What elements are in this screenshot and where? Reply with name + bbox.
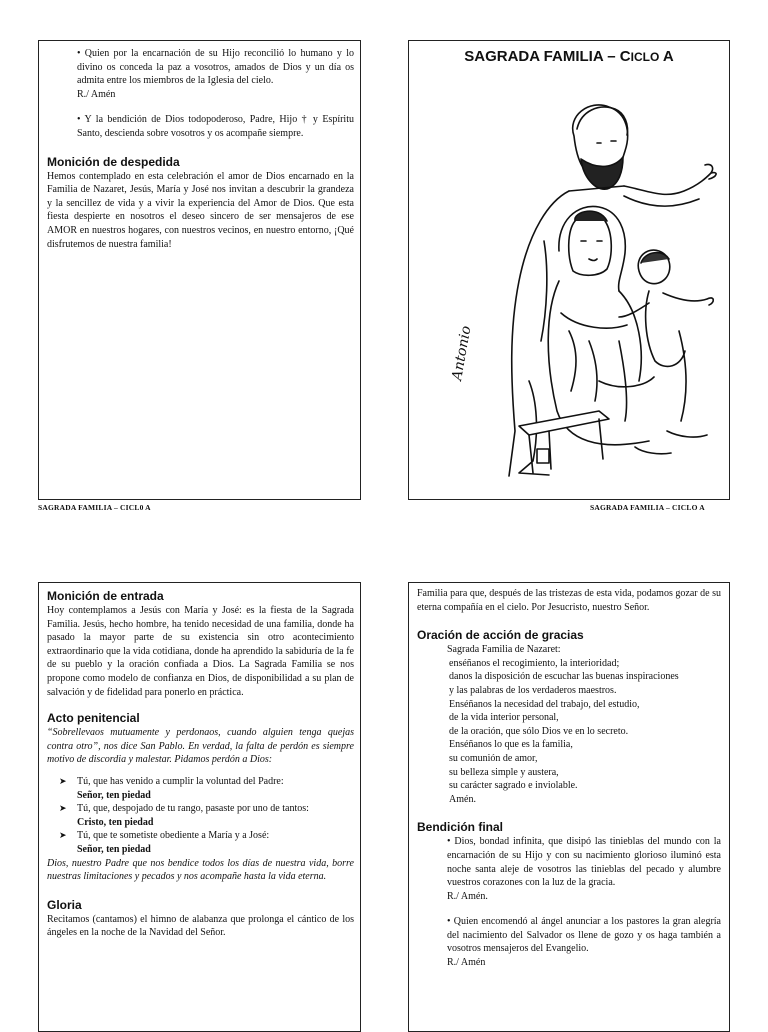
oracion-line: danos la disposición de escuchar las buenas inspiraciones xyxy=(449,671,679,683)
bendicion-response-2: R./ Amén xyxy=(447,957,486,969)
heading-monicion-despedida: Monición de despedida xyxy=(47,154,180,169)
oracion-line: su comunión de amor, xyxy=(449,752,538,764)
oracion-line: de la oración, que sólo Dios ve en lo secreto. xyxy=(449,725,629,737)
list-item xyxy=(47,829,354,843)
response-text: Señor, ten piedad xyxy=(77,789,151,801)
penitential-list xyxy=(47,775,354,857)
bendicion-paragraph-2: • Quien encomendó al ángel anunciar a los pastores la gran alegría del nacimiento del Salvador os llene de gozo y os haga también a vosotros mensajeros del Evangelio. xyxy=(447,916,721,955)
heading-oracion-gracias: Oración de acción de gracias xyxy=(417,628,584,643)
oracion-line: y las palabras de los verdaderos maestros. xyxy=(449,684,617,696)
oracion-line: enséñanos el recogimiento, la interioridad; xyxy=(449,657,620,669)
bendicion-paragraph-1: • Dios, bondad infinita, que disipó las tinieblas del mundo con la encarnación de su Hijo y con su nacimiento glorioso iluminó esta noche santa aleje de vosotros las tinieblas del pecado y alumbre vuestros corazones con la luz de la gracia. xyxy=(447,836,721,889)
arrow-icon: ➤ xyxy=(59,803,67,814)
oracion-gracias-lines xyxy=(417,643,721,806)
response-text: Cristo, ten piedad xyxy=(77,816,154,828)
title-main: SAGRADA FAMILIA – C xyxy=(464,48,631,65)
monicion-despedida-text: Hemos contemplado en esta celebración el amor de Dios encarnado en la Familia de Nazaret, Jesús, María y José nos invitan a descubrir la grandeza y la sencillez de vida y a vivir la experiencia del Amor de Dios. Que esta fiesta despierte en nosotros el deseo sincero de ser mensajeros de ese AMOR en nuestros hogares, con nuestros vecinos, en nuestro entorno, ¡Qué disfrutemos de nuestra familia! xyxy=(47,170,354,250)
page-title xyxy=(409,48,729,65)
arrow-icon: ➤ xyxy=(59,830,67,841)
oracion-colecta-end: Familia para que, después de las tristezas de esta vida, podamos gozar de su eterna compañía en el cielo. Por Jesucristo, nuestro Señor. xyxy=(417,588,721,613)
invocation-text: Tú, que te sometiste obediente a María y a José: xyxy=(77,830,270,842)
blessing-paragraph-2: • Y la bendición de Dios todopoderoso, Padre, Hijo † y Espíritu Santo, descienda sobre vosotros y os acompañe siempre. xyxy=(77,114,354,139)
heading-monicion-entrada: Monición de entrada xyxy=(47,589,164,603)
heading-acto-penitencial: Acto penitencial xyxy=(47,711,140,726)
blessing-response-1: R./ Amén xyxy=(77,88,116,100)
arrow-icon: ➤ xyxy=(59,775,67,786)
artist-signature: Antonio xyxy=(449,324,475,382)
oracion-line: Enséñanos lo que es la familia, xyxy=(449,739,573,751)
blessing-paragraph-1: • Quien por la encarnación de su Hijo reconcilió lo humano y lo divino os conceda la paz a vosotros, amados de Dios y un día os admita entre los miembros de la Iglesia del cielo. xyxy=(77,48,354,87)
holy-family-illustration xyxy=(449,81,719,481)
footer-right: SAGRADA FAMILIA – CICLO A xyxy=(590,503,705,512)
panel-top-right xyxy=(408,40,730,500)
acto-penitencial-intro: “Sobrellevaos mutuamente y perdonaos, cuando alguien tenga quejas contra otro”, nos dice San Pablo. En verdad, la falta de perdón es siempre motivo de discordia y malestar. Pidamos perdón a Dios: xyxy=(47,727,354,766)
heading-bendicion-final: Bendición final xyxy=(417,820,504,835)
title-end: A xyxy=(659,48,674,65)
gloria-text: Recitamos (cantamos) el himno de alabanza que prolonga el cántico de los ángeles en la noche de la Navidad del Señor. xyxy=(47,913,354,939)
oracion-line: Enséñanos la necesidad del trabajo, del estudio, xyxy=(449,698,640,710)
oracion-line: Amén. xyxy=(449,793,476,805)
panel-top-left xyxy=(38,40,361,500)
acto-penitencial-closing: Dios, nuestro Padre que nos bendice todos los días de nuestra vida, borre nuestras limitaciones y pecados y nos acompañe hasta la vida eterna. xyxy=(47,857,354,883)
monicion-entrada-text: Hoy contemplamos a Jesús con María y José: es la fiesta de la Sagrada Familia. Jesús, hecho hombre, ha tenido necesidad de una familia, donde ha pasado la mayor parte de su existencia sin otro acontecimiento extraordinario que la vida cotidiana, donde ha aprendido la sabiduría de la fe de su pueblo y la oración confiada a Dios. La Sagrada Familia se nos propone como modelo de confianza en Dios, de disponibilidad a su plan de salvación y de fidelidad para ponerlo en práctica. xyxy=(47,605,354,698)
panel-bottom-left xyxy=(38,582,361,1032)
heading-gloria: Gloria xyxy=(47,897,82,912)
bendicion-response-1: R./ Amén. xyxy=(447,890,488,902)
list-item xyxy=(47,802,354,816)
oracion-line: su belleza simple y austera, xyxy=(449,766,559,778)
invocation-text: Tú, que, despojado de tu rango, pasaste por uno de tantos: xyxy=(77,803,309,815)
response-text: Señor, ten piedad xyxy=(77,843,151,855)
panel-bottom-right xyxy=(408,582,730,1032)
list-item xyxy=(47,775,354,789)
oracion-line: su carácter sagrado e inviolable. xyxy=(449,780,578,792)
oracion-line: de la vida interior personal, xyxy=(449,712,559,724)
invocation-text: Tú, que has venido a cumplir la voluntad del Padre: xyxy=(77,775,284,787)
title-smallcaps: ICLO xyxy=(630,50,660,64)
footer-left: SAGRADA FAMILIA – CICL0 A xyxy=(38,503,151,512)
oracion-line: Sagrada Familia de Nazaret: xyxy=(447,644,561,656)
